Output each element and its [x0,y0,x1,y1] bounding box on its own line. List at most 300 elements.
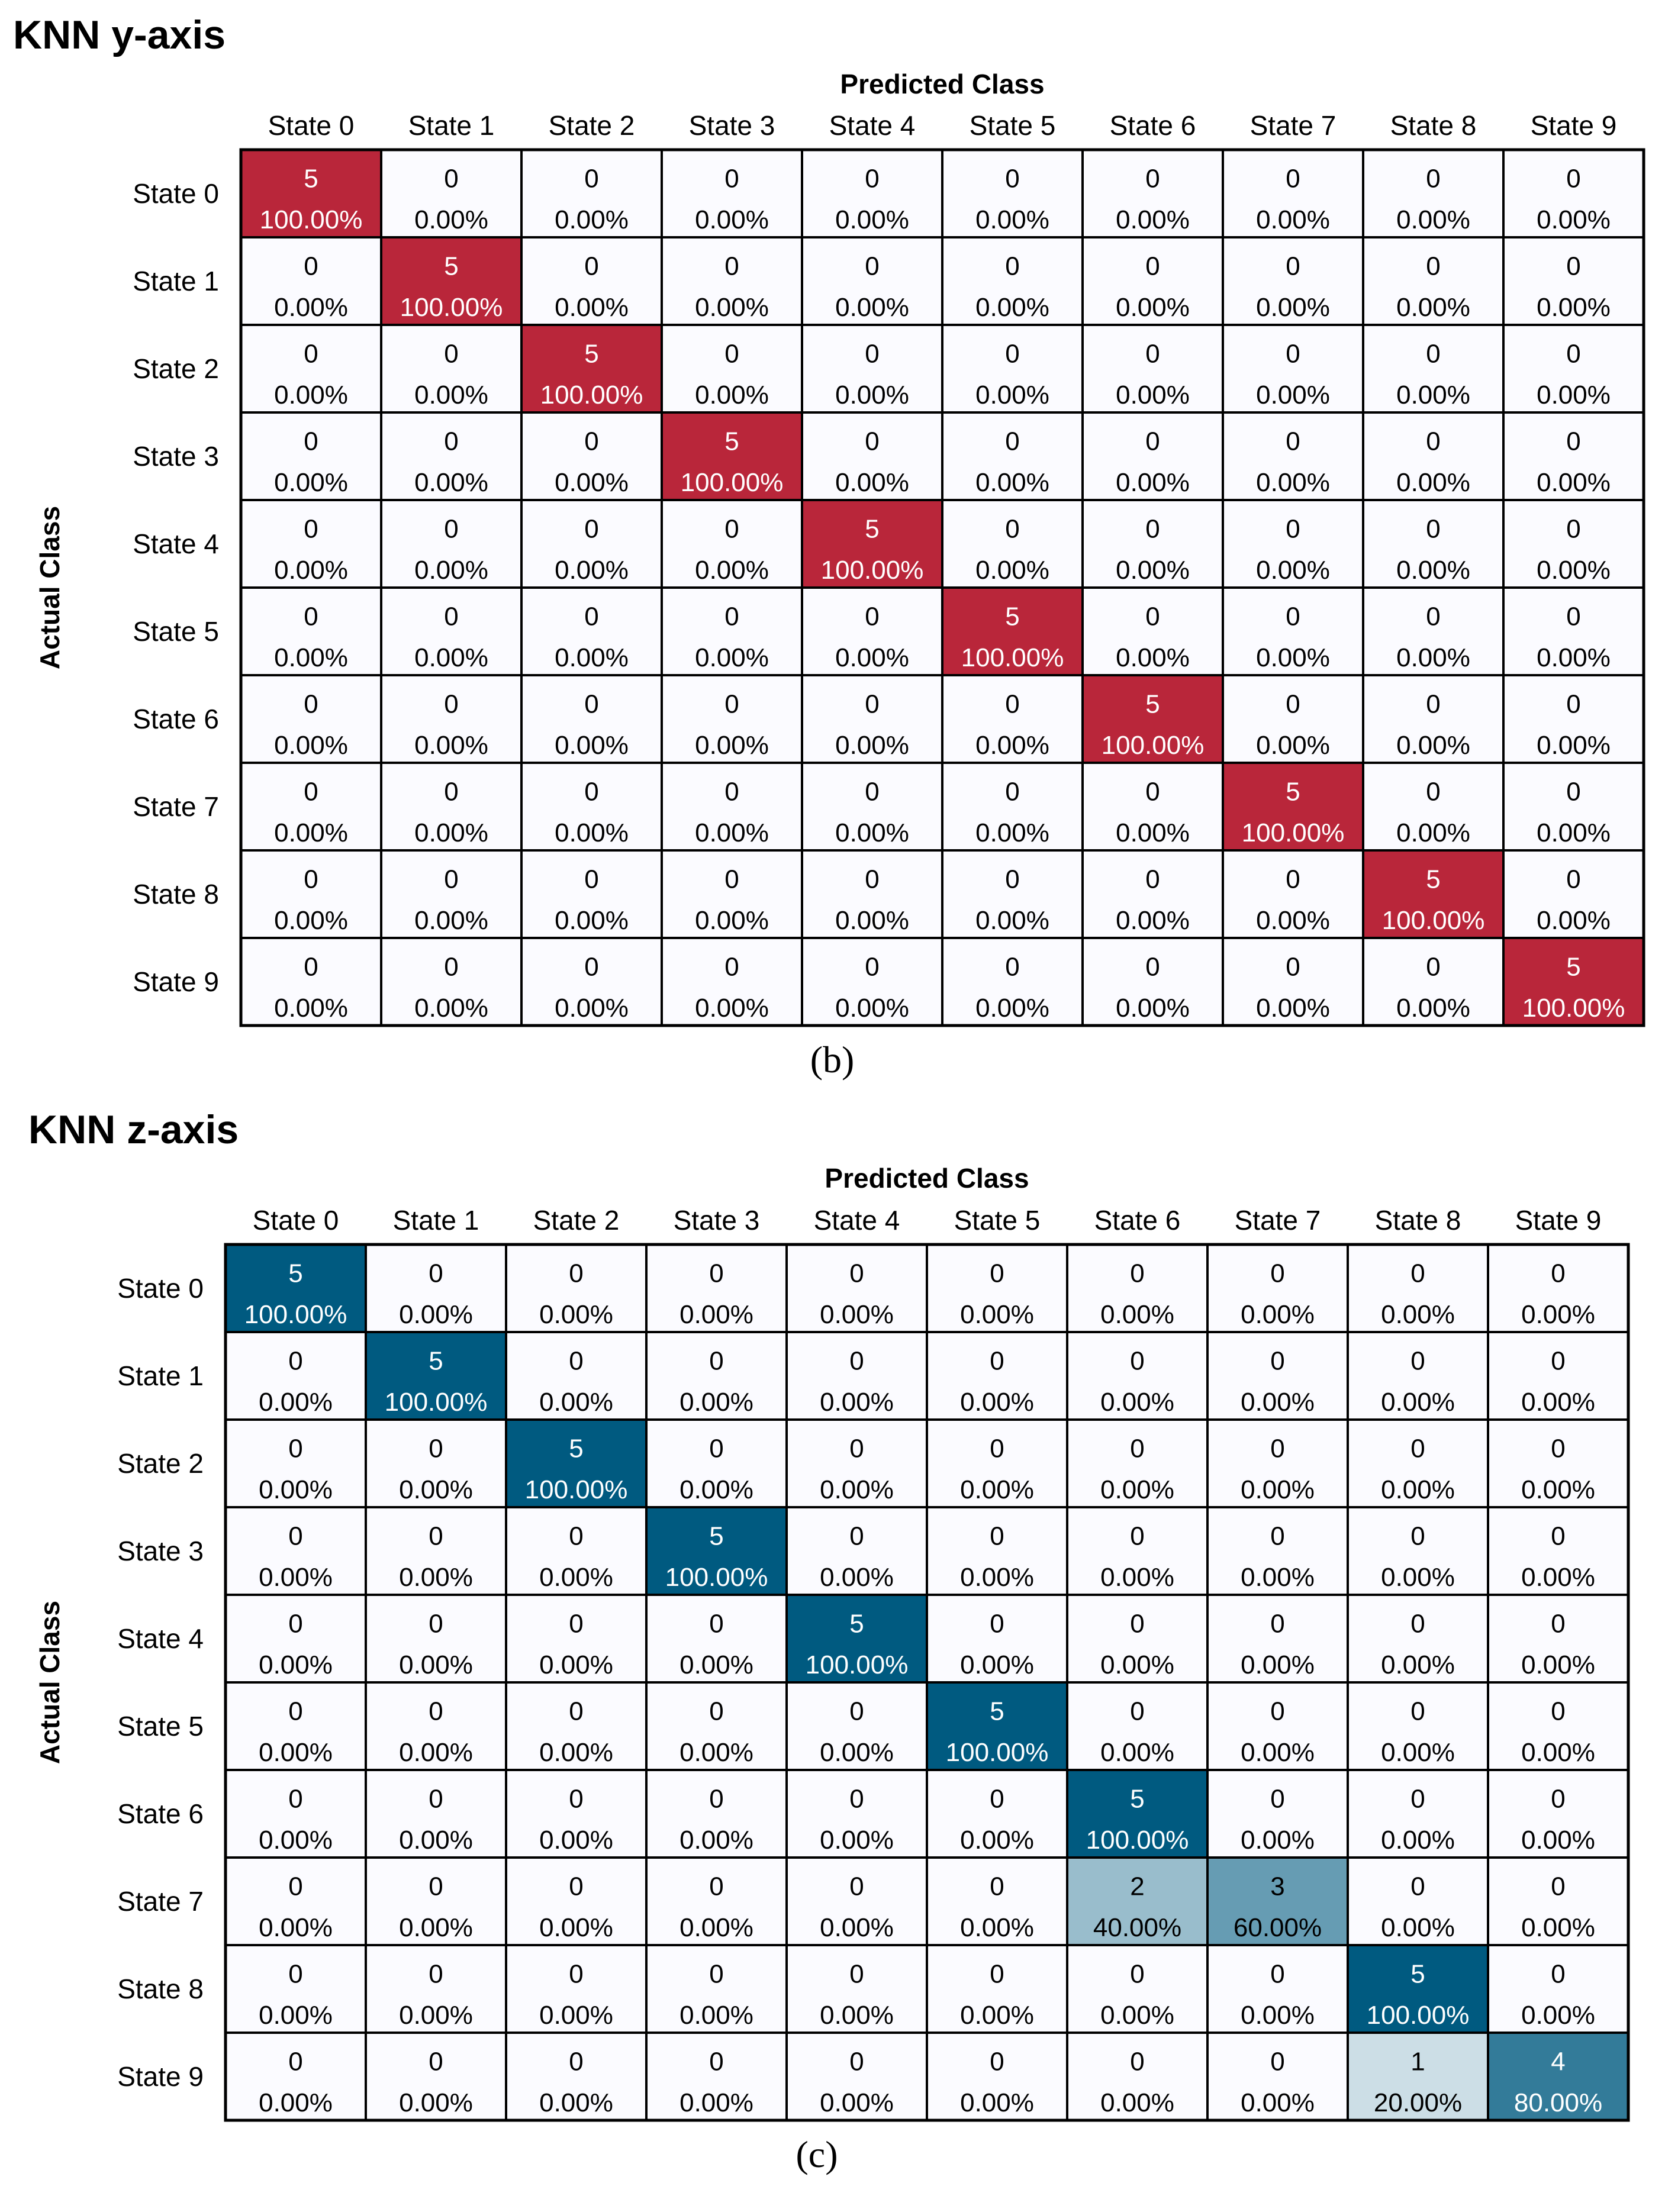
cell-percent-label: 0.00% [960,1475,1034,1504]
cell-count-label: 0 [709,1872,724,1901]
cell-percent-label: 0.00% [539,1737,613,1767]
cell-percent-label: 100.00% [820,555,924,585]
cell-count-label: 0 [1426,514,1441,544]
cell-percent-label: 0.00% [820,1737,894,1767]
cell-percent-label: 0.00% [1396,380,1470,409]
cell-percent-label: 0.00% [679,1300,753,1329]
y-tick-label: State 6 [133,704,219,734]
cell-percent-label: 0.00% [835,467,909,497]
cell-count-label: 0 [1130,1959,1145,1989]
x-tick-label: State 1 [408,110,495,141]
cell-percent-label: 0.00% [1256,205,1330,234]
cell-percent-label: 0.00% [1381,1737,1455,1767]
cell-count-label: 0 [584,777,599,807]
cell-percent-label: 0.00% [1256,993,1330,1023]
y-axis-title: Actual Class [34,1600,65,1765]
cell-percent-label: 0.00% [1521,1562,1595,1592]
cell-percent-label: 0.00% [679,1650,753,1679]
cell-count-label: 0 [444,427,459,456]
x-tick-label: State 3 [688,110,775,141]
cell-percent-label: 0.00% [1241,1562,1315,1592]
cell-count-label: 0 [849,1784,864,1814]
cell-percent-label: 0.00% [1100,1300,1174,1329]
cell-percent-label: 0.00% [820,2088,894,2117]
cell-count-label: 0 [1426,602,1441,631]
cell-percent-label: 0.00% [1241,2000,1315,2030]
cell-percent-label: 60.00% [1233,1913,1322,1942]
cell-count-label: 0 [304,865,318,894]
cell-count-label: 0 [709,1609,724,1639]
y-tick-label: State 9 [133,966,219,997]
cell-percent-label: 0.00% [399,1737,473,1767]
y-axis-title: Actual Class [34,505,65,670]
cell-percent-label: 0.00% [1537,643,1611,672]
cell-count-label: 0 [849,2047,864,2076]
cell-count-label: 0 [444,602,459,631]
cell-percent-label: 0.00% [1116,555,1190,585]
cell-count-label: 0 [1145,339,1160,369]
cell-count-label: 0 [724,777,739,807]
cell-percent-label: 0.00% [274,730,348,760]
x-tick-label: State 4 [829,110,916,141]
cell-count-label: 0 [288,1697,303,1726]
y-tick-label: State 0 [133,178,219,209]
cell-count-label: 0 [1130,1697,1145,1726]
x-tick-label: State 3 [673,1205,760,1236]
cell-count-label: 0 [1145,164,1160,194]
x-tick-label: State 0 [268,110,355,141]
cell-count-label: 0 [429,1259,443,1288]
cell-percent-label: 0.00% [555,993,629,1023]
cell-count-label: 0 [1286,514,1300,544]
cell-percent-label: 0.00% [555,730,629,760]
cell-count-label: 0 [709,1259,724,1288]
chart-title: KNN y-axis [13,12,226,57]
cell-percent-label: 100.00% [1086,1825,1189,1855]
cell-count-label: 5 [709,1521,724,1551]
cell-count-label: 0 [569,1609,584,1639]
cell-percent-label: 0.00% [1396,555,1470,585]
cell-count-label: 0 [304,777,318,807]
y-tick-label: State 7 [133,791,219,822]
cell-percent-label: 0.00% [960,1562,1034,1592]
cell-count-label: 5 [288,1259,303,1288]
cell-count-label: 0 [1145,777,1160,807]
cell-count-label: 0 [724,602,739,631]
cell-percent-label: 0.00% [820,2000,894,2030]
cell-count-label: 0 [865,602,880,631]
x-tick-label: State 5 [969,110,1056,141]
cell-count-label: 0 [1410,1872,1425,1901]
cell-percent-label: 0.00% [975,205,1049,234]
cell-count-label: 0 [1130,2047,1145,2076]
y-tick-label: State 6 [117,1798,204,1829]
cell-count-label: 0 [1551,1872,1566,1901]
cell-count-label: 0 [724,865,739,894]
cell-count-label: 0 [584,514,599,544]
cell-count-label: 1 [1410,2047,1425,2076]
cell-percent-label: 0.00% [835,292,909,322]
y-tick-label: State 5 [117,1711,204,1742]
cell-count-label: 0 [1005,777,1020,807]
cell-percent-label: 80.00% [1513,2088,1603,2117]
cell-count-label: 0 [569,2047,584,2076]
cell-count-label: 0 [1005,952,1020,982]
cell-count-label: 0 [849,1346,864,1376]
cell-percent-label: 100.00% [805,1650,909,1679]
cell-percent-label: 0.00% [1116,292,1190,322]
cell-percent-label: 0.00% [1521,1300,1595,1329]
cell-count-label: 0 [1566,689,1581,719]
cell-percent-label: 40.00% [1093,1913,1182,1942]
cell-count-label: 0 [1426,164,1441,194]
cell-percent-label: 0.00% [1521,2000,1595,2030]
cell-percent-label: 0.00% [1241,1825,1315,1855]
cell-percent-label: 100.00% [665,1562,768,1592]
cell-percent-label: 0.00% [555,205,629,234]
figure-caption: (b) [810,1039,855,1081]
cell-percent-label: 0.00% [1116,467,1190,497]
cell-count-label: 0 [849,1697,864,1726]
cell-count-label: 5 [444,251,459,281]
cell-count-label: 0 [709,1959,724,1989]
cell-percent-label: 0.00% [274,818,348,847]
cell-count-label: 0 [1286,602,1300,631]
cell-percent-label: 0.00% [274,467,348,497]
cell-percent-label: 0.00% [1521,1825,1595,1855]
cell-count-label: 0 [865,865,880,894]
cell-percent-label: 0.00% [1116,380,1190,409]
y-tick-label: State 3 [117,1536,204,1566]
cell-count-label: 0 [709,1346,724,1376]
cell-percent-label: 0.00% [1537,555,1611,585]
cell-percent-label: 0.00% [1241,1650,1315,1679]
cell-count-label: 5 [724,427,739,456]
cell-percent-label: 0.00% [679,2088,753,2117]
cell-percent-label: 0.00% [1521,1650,1595,1679]
cell-percent-label: 0.00% [695,555,769,585]
cell-percent-label: 0.00% [960,1913,1034,1942]
x-tick-label: State 6 [1094,1205,1181,1236]
cell-count-label: 0 [724,514,739,544]
cell-count-label: 5 [865,514,880,544]
cell-count-label: 0 [304,602,318,631]
cell-percent-label: 0.00% [555,818,629,847]
cell-count-label: 0 [304,427,318,456]
cell-percent-label: 0.00% [1100,2000,1174,2030]
cell-count-label: 0 [1426,777,1441,807]
cell-percent-label: 0.00% [695,730,769,760]
cell-count-label: 0 [1426,339,1441,369]
cell-count-label: 0 [1145,251,1160,281]
cell-percent-label: 100.00% [680,467,784,497]
cell-percent-label: 0.00% [259,1825,333,1855]
cell-count-label: 0 [1005,689,1020,719]
cell-percent-label: 0.00% [259,1737,333,1767]
cell-percent-label: 0.00% [1256,555,1330,585]
cell-percent-label: 0.00% [1100,1562,1174,1592]
cell-count-label: 0 [1005,251,1020,281]
cell-percent-label: 100.00% [1241,818,1345,847]
cell-count-label: 0 [1005,514,1020,544]
cell-percent-label: 0.00% [539,1825,613,1855]
cell-percent-label: 0.00% [960,1387,1034,1417]
cell-count-label: 0 [990,1521,1004,1551]
x-tick-label: State 9 [1515,1205,1602,1236]
cell-percent-label: 0.00% [399,1650,473,1679]
cell-percent-label: 0.00% [1537,292,1611,322]
cell-count-label: 0 [304,251,318,281]
cell-percent-label: 0.00% [555,643,629,672]
cell-percent-label: 0.00% [1381,1387,1455,1417]
cell-percent-label: 0.00% [1381,1475,1455,1504]
cell-count-label: 0 [709,2047,724,2076]
cell-count-label: 0 [1551,1346,1566,1376]
cell-count-label: 0 [1410,1697,1425,1726]
cell-count-label: 0 [1005,339,1020,369]
cell-percent-label: 0.00% [399,1825,473,1855]
cell-count-label: 0 [584,952,599,982]
cell-percent-label: 0.00% [1381,1913,1455,1942]
cell-percent-label: 0.00% [1116,643,1190,672]
cell-count-label: 0 [1270,1959,1285,1989]
cell-count-label: 0 [1566,865,1581,894]
cell-count-label: 0 [1566,602,1581,631]
cell-count-label: 0 [1286,164,1300,194]
cell-count-label: 0 [1130,1434,1145,1463]
x-tick-label: State 9 [1530,110,1617,141]
x-tick-label: State 2 [533,1205,620,1236]
cell-count-label: 0 [288,1521,303,1551]
y-tick-label: State 8 [117,1974,204,2004]
cell-percent-label: 100.00% [524,1475,628,1504]
cell-percent-label: 0.00% [274,993,348,1023]
cell-count-label: 0 [288,2047,303,2076]
cell-count-label: 5 [849,1609,864,1639]
cell-count-label: 0 [1286,427,1300,456]
cell-percent-label: 0.00% [259,1387,333,1417]
cell-count-label: 0 [1270,1521,1285,1551]
cell-percent-label: 0.00% [1100,1475,1174,1504]
cell-percent-label: 0.00% [1537,205,1611,234]
cell-count-label: 0 [288,1434,303,1463]
cell-percent-label: 0.00% [1256,467,1330,497]
cell-percent-label: 0.00% [1521,1387,1595,1417]
cell-percent-label: 0.00% [975,292,1049,322]
cell-percent-label: 0.00% [1396,643,1470,672]
cell-percent-label: 0.00% [975,730,1049,760]
cell-percent-label: 0.00% [259,1475,333,1504]
cell-count-label: 0 [1270,1697,1285,1726]
cell-percent-label: 0.00% [1521,1475,1595,1504]
cell-count-label: 0 [865,777,880,807]
cell-percent-label: 0.00% [1256,380,1330,409]
x-tick-label: State 8 [1374,1205,1461,1236]
cell-count-label: 0 [1130,1609,1145,1639]
cell-percent-label: 0.00% [1381,1650,1455,1679]
cell-count-label: 5 [1410,1959,1425,1989]
x-tick-label: State 6 [1109,110,1196,141]
cell-percent-label: 0.00% [835,380,909,409]
cell-count-label: 5 [569,1434,584,1463]
cell-percent-label: 0.00% [820,1825,894,1855]
cell-percent-label: 0.00% [820,1300,894,1329]
cell-count-label: 0 [288,1609,303,1639]
cell-count-label: 0 [444,514,459,544]
cell-count-label: 0 [1130,1521,1145,1551]
cell-percent-label: 0.00% [695,380,769,409]
cell-percent-label: 100.00% [1101,730,1205,760]
cell-percent-label: 0.00% [835,993,909,1023]
x-tick-label: State 8 [1390,110,1477,141]
cell-count-label: 0 [429,1959,443,1989]
cell-percent-label: 100.00% [1522,993,1625,1023]
cell-count-label: 0 [1145,865,1160,894]
cell-count-label: 0 [849,1434,864,1463]
y-tick-label: State 8 [133,879,219,910]
cell-percent-label: 0.00% [414,380,488,409]
cell-count-label: 0 [569,1697,584,1726]
y-tick-label: State 2 [117,1448,204,1479]
cell-count-label: 0 [865,689,880,719]
cell-count-label: 0 [1286,689,1300,719]
cell-percent-label: 0.00% [259,1562,333,1592]
x-tick-label: State 1 [392,1205,479,1236]
cell-count-label: 0 [1551,1697,1566,1726]
x-axis-title: Predicted Class [840,69,1045,99]
cell-count-label: 0 [1566,339,1581,369]
cell-percent-label: 100.00% [1366,2000,1470,2030]
cell-percent-label: 0.00% [399,1562,473,1592]
cell-count-label: 0 [569,1959,584,1989]
cell-count-label: 0 [1145,427,1160,456]
cell-percent-label: 0.00% [835,818,909,847]
cell-percent-label: 100.00% [400,292,503,322]
y-tick-label: State 3 [133,441,219,472]
cell-percent-label: 0.00% [1100,1737,1174,1767]
cell-count-label: 0 [288,1784,303,1814]
cell-count-label: 0 [1130,1259,1145,1288]
cell-count-label: 0 [1566,251,1581,281]
cell-count-label: 0 [1426,952,1441,982]
cell-percent-label: 0.00% [679,1737,753,1767]
x-tick-label: State 7 [1234,1205,1321,1236]
cell-percent-label: 0.00% [259,1650,333,1679]
cell-count-label: 0 [1005,865,1020,894]
cell-percent-label: 0.00% [1396,818,1470,847]
cell-count-label: 0 [569,1784,584,1814]
cell-percent-label: 0.00% [975,993,1049,1023]
cell-count-label: 0 [1286,952,1300,982]
cell-count-label: 0 [304,514,318,544]
cell-percent-label: 0.00% [695,205,769,234]
cell-count-label: 0 [1566,164,1581,194]
cell-count-label: 5 [1005,602,1020,631]
cell-percent-label: 0.00% [555,905,629,935]
cell-count-label: 5 [990,1697,1004,1726]
cell-percent-label: 0.00% [975,905,1049,935]
cell-count-label: 0 [1145,602,1160,631]
cell-count-label: 0 [990,1609,1004,1639]
cell-percent-label: 0.00% [695,905,769,935]
cell-count-label: 0 [724,689,739,719]
cell-percent-label: 100.00% [259,205,363,234]
cell-count-label: 0 [1270,1434,1285,1463]
cell-count-label: 0 [865,427,880,456]
cell-percent-label: 0.00% [259,2000,333,2030]
cell-count-label: 5 [1145,689,1160,719]
x-tick-label: State 0 [252,1205,339,1236]
cell-count-label: 0 [569,1521,584,1551]
cell-count-label: 0 [1270,1346,1285,1376]
cell-percent-label: 0.00% [1396,292,1470,322]
cell-count-label: 4 [1551,2047,1566,2076]
cell-percent-label: 0.00% [679,1475,753,1504]
cell-percent-label: 100.00% [384,1387,488,1417]
cell-count-label: 5 [304,164,318,194]
cell-count-label: 0 [1145,952,1160,982]
chart-title: KNN z-axis [28,1107,239,1152]
cell-percent-label: 0.00% [274,905,348,935]
cell-count-label: 0 [1005,427,1020,456]
cell-count-label: 0 [1410,1259,1425,1288]
cell-count-label: 0 [444,777,459,807]
cell-count-label: 0 [990,1784,1004,1814]
cell-percent-label: 0.00% [960,1300,1034,1329]
cell-count-label: 0 [1426,689,1441,719]
cell-percent-label: 0.00% [835,205,909,234]
cell-count-label: 0 [288,1872,303,1901]
cell-percent-label: 0.00% [1537,380,1611,409]
cell-percent-label: 0.00% [414,730,488,760]
cell-percent-label: 0.00% [975,818,1049,847]
cell-count-label: 0 [1130,1346,1145,1376]
cell-percent-label: 0.00% [1381,1825,1455,1855]
cell-count-label: 0 [1551,1434,1566,1463]
x-tick-label: State 2 [548,110,635,141]
y-tick-label: State 7 [117,1886,204,1917]
cell-count-label: 5 [1426,865,1441,894]
cell-percent-label: 0.00% [960,1650,1034,1679]
y-tick-label: State 4 [117,1623,204,1654]
cell-count-label: 0 [429,1521,443,1551]
cell-percent-label: 0.00% [1116,905,1190,935]
cell-count-label: 0 [724,952,739,982]
cell-percent-label: 0.00% [1396,467,1470,497]
cell-percent-label: 0.00% [1116,818,1190,847]
cell-count-label: 0 [709,1434,724,1463]
cell-count-label: 0 [444,952,459,982]
cell-percent-label: 0.00% [1521,1913,1595,1942]
cell-percent-label: 0.00% [1116,993,1190,1023]
cell-count-label: 5 [584,339,599,369]
cell-count-label: 0 [1410,1434,1425,1463]
cell-count-label: 0 [1270,1784,1285,1814]
cell-percent-label: 0.00% [1381,1300,1455,1329]
cell-percent-label: 100.00% [244,1300,347,1329]
cell-percent-label: 0.00% [539,2088,613,2117]
x-tick-label: State 5 [954,1205,1041,1236]
cell-percent-label: 100.00% [945,1737,1049,1767]
cell-count-label: 0 [1566,777,1581,807]
cell-percent-label: 0.00% [1396,730,1470,760]
cell-count-label: 0 [990,1346,1004,1376]
cell-count-label: 0 [584,164,599,194]
cell-percent-label: 0.00% [414,555,488,585]
cell-count-label: 0 [444,164,459,194]
cell-percent-label: 0.00% [274,643,348,672]
cell-count-label: 0 [444,339,459,369]
